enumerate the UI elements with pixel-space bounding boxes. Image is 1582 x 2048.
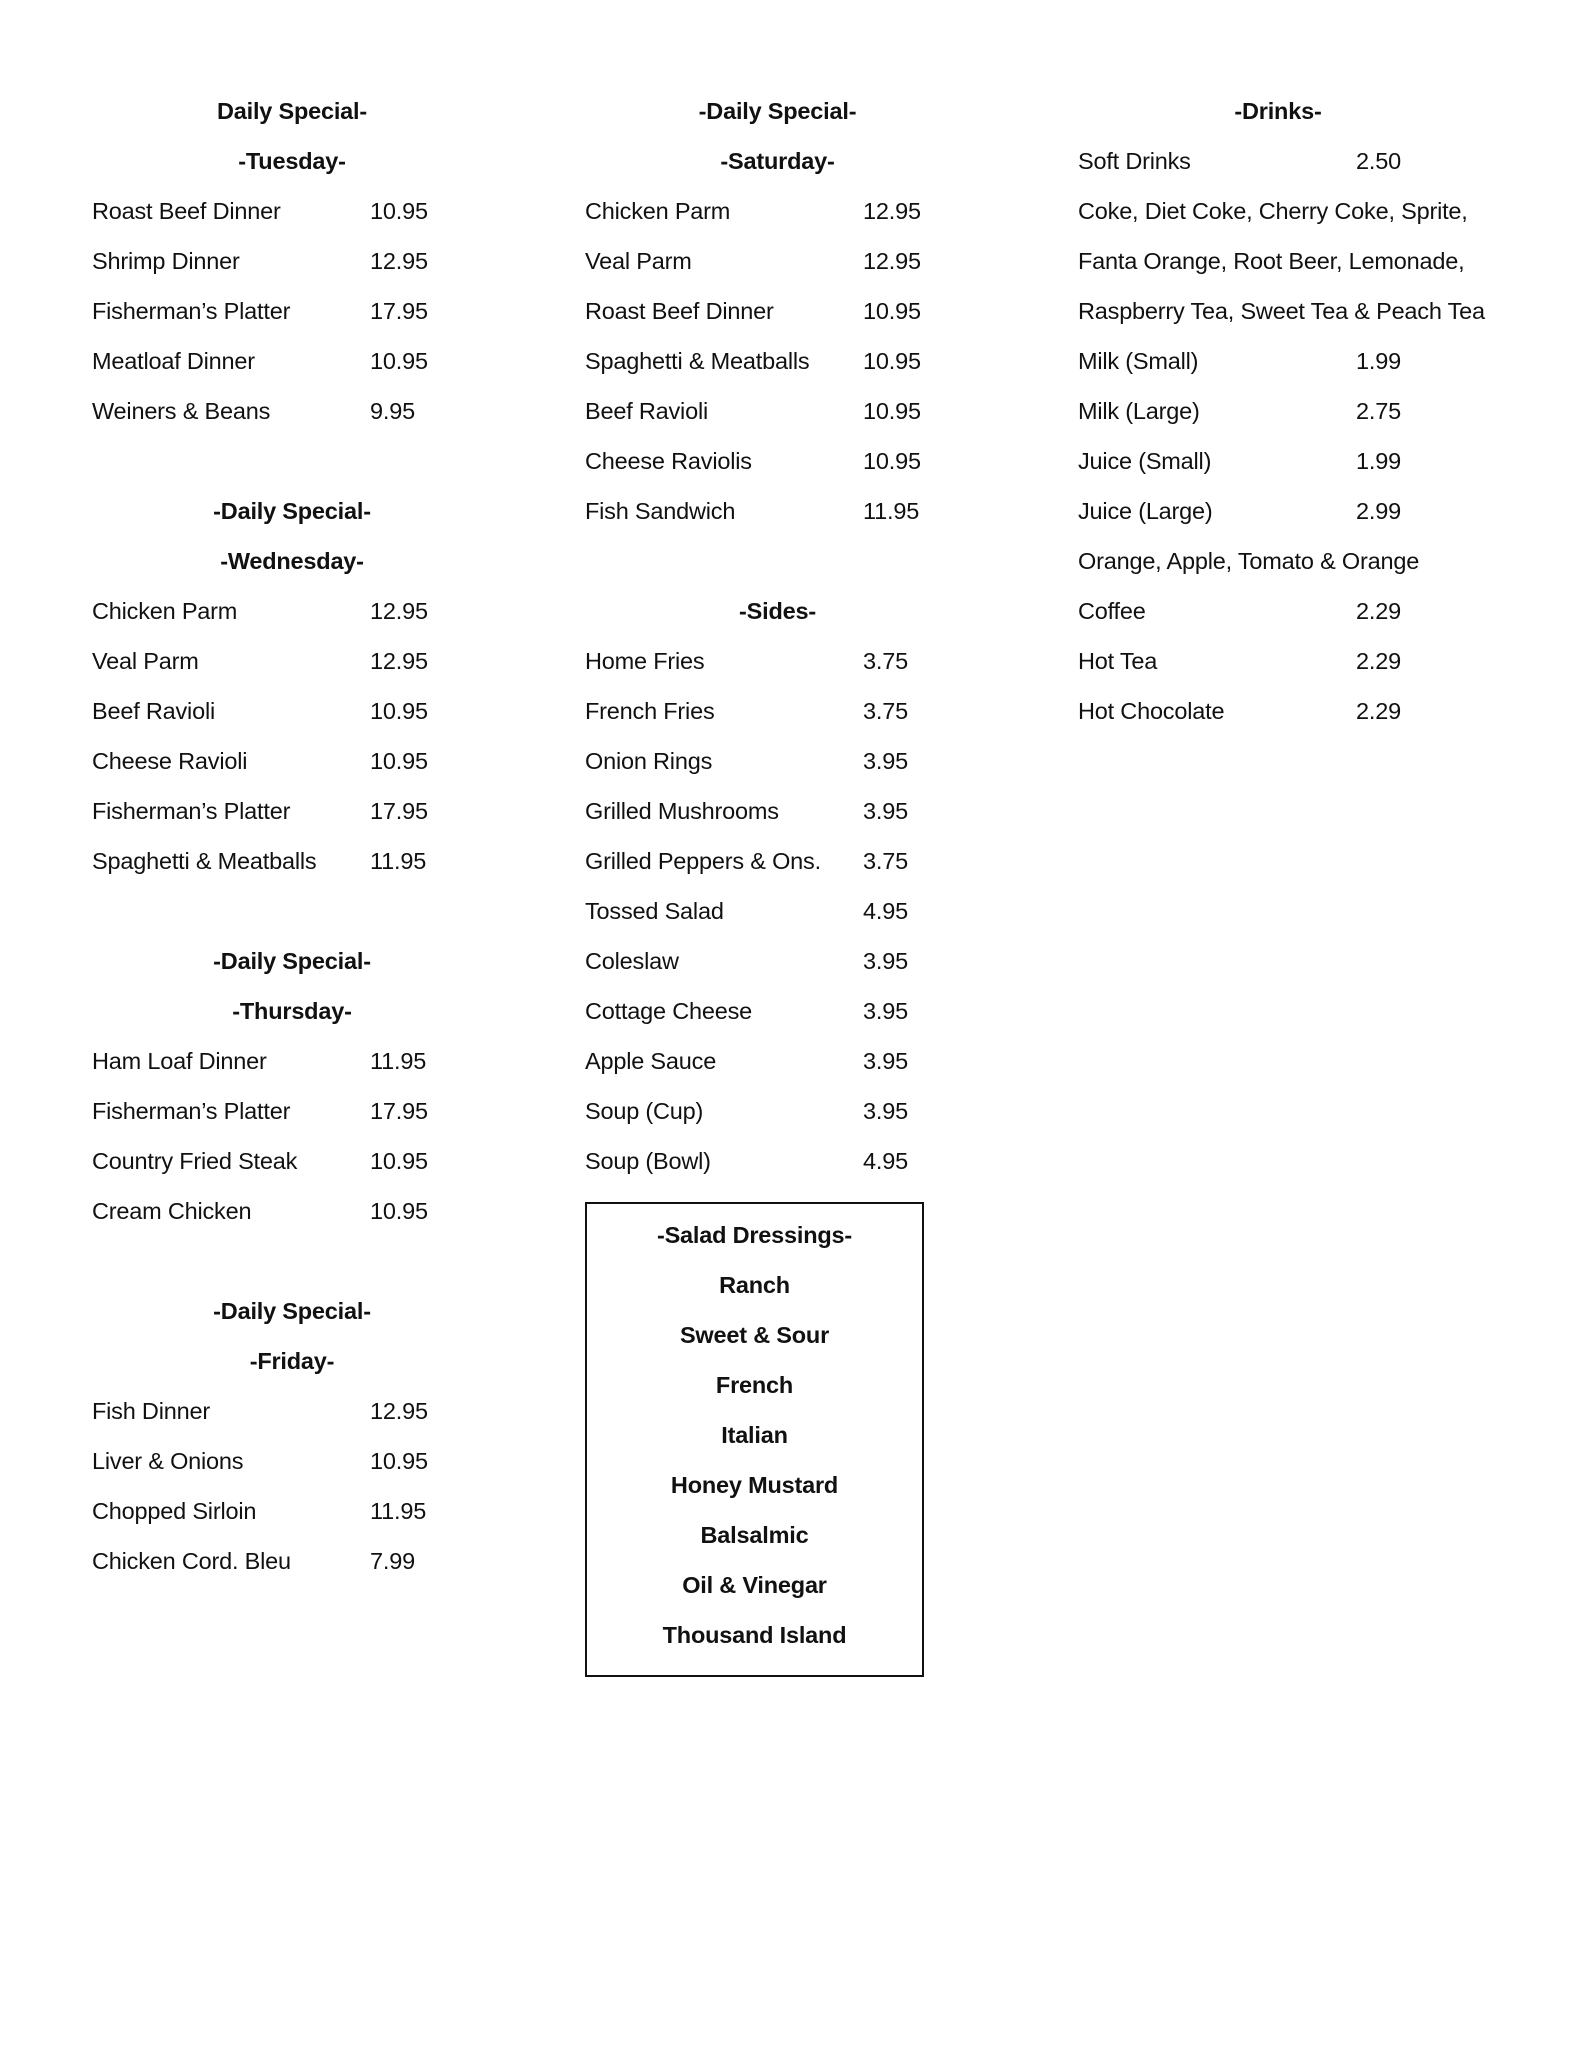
section-title: Daily Special- <box>216 98 368 124</box>
item-price: 3.95 <box>863 948 908 974</box>
menu-item <box>585 886 930 936</box>
menu-item <box>585 686 930 736</box>
item-name: Cheese Raviolis <box>585 448 752 474</box>
item-price: 7.99 <box>370 1548 415 1574</box>
friday-section <box>92 1286 522 1586</box>
menu-item <box>92 636 522 686</box>
item-name: Soft Drinks <box>1078 148 1191 174</box>
item-name: Milk (Small) <box>1078 348 1199 374</box>
wednesday-section <box>92 486 522 886</box>
item-name: Meatloaf Dinner <box>92 348 255 374</box>
section-day: -Friday- <box>249 1348 335 1374</box>
sides-section <box>585 586 930 1186</box>
menu-item <box>1078 586 1498 636</box>
column-middle <box>585 86 930 1677</box>
item-name: French Fries <box>585 698 715 724</box>
menu-item <box>92 386 522 436</box>
item-name: Chopped Sirloin <box>92 1498 257 1524</box>
dressing-item: Sweet & Sour <box>679 1322 830 1348</box>
item-price: 10.95 <box>863 298 921 324</box>
item-price: 10.95 <box>863 348 921 374</box>
menu-item <box>585 436 930 486</box>
flavor-line: Coke, Diet Coke, Cherry Coke, Sprite, <box>1078 198 1468 224</box>
menu-item <box>92 836 522 886</box>
menu-item <box>92 1136 522 1186</box>
item-name: Home Fries <box>585 648 705 674</box>
menu-item <box>92 1086 522 1136</box>
item-price: 10.95 <box>370 1148 428 1174</box>
menu-item <box>585 1086 930 1136</box>
menu-item <box>92 336 522 386</box>
dressing-item: Thousand Island <box>662 1622 847 1648</box>
item-price: 4.95 <box>863 898 908 924</box>
menu-item <box>92 1436 522 1486</box>
item-name: Weiners & Beans <box>92 398 271 424</box>
item-price: 3.95 <box>863 748 908 774</box>
item-price: 17.95 <box>370 798 428 824</box>
item-name: Cheese Ravioli <box>92 748 248 774</box>
menu-item <box>92 1486 522 1536</box>
dressing-item: Honey Mustard <box>670 1472 839 1498</box>
menu-item <box>1078 136 1498 186</box>
menu-item <box>585 836 930 886</box>
flavor-line: Raspberry Tea, Sweet Tea & Peach Tea <box>1078 298 1485 324</box>
item-name: Chicken Cord. Bleu <box>92 1548 291 1574</box>
item-name: Grilled Peppers & Ons. <box>585 848 821 874</box>
item-name: Tossed Salad <box>585 898 724 924</box>
item-name: Onion Rings <box>585 748 713 774</box>
item-price: 2.29 <box>1356 698 1401 724</box>
dressing-item: Ranch <box>719 1272 790 1298</box>
menu-item <box>1078 336 1498 386</box>
menu-item <box>92 786 522 836</box>
item-name: Coleslaw <box>585 948 679 974</box>
item-price: 3.75 <box>863 698 908 724</box>
item-price: 11.95 <box>370 1048 427 1074</box>
menu-item <box>92 686 522 736</box>
menu-item <box>585 236 930 286</box>
menu-item <box>92 736 522 786</box>
menu-item <box>585 336 930 386</box>
item-price: 17.95 <box>370 1098 428 1124</box>
section-title: -Daily Special- <box>213 1298 371 1324</box>
item-price: 3.75 <box>863 848 908 874</box>
item-price: 12.95 <box>370 248 428 274</box>
menu-item <box>585 736 930 786</box>
menu-item <box>585 486 930 536</box>
column-right <box>1078 86 1498 736</box>
item-price: 2.99 <box>1356 498 1401 524</box>
item-price: 3.95 <box>863 798 908 824</box>
menu-item <box>92 1186 522 1236</box>
menu-item <box>1078 686 1498 736</box>
menu-item <box>92 286 522 336</box>
item-name: Cottage Cheese <box>585 998 753 1024</box>
item-name: Roast Beef Dinner <box>585 298 774 324</box>
item-price: 1.99 <box>1356 348 1401 374</box>
menu-item <box>1078 436 1498 486</box>
item-name: Hot Chocolate <box>1078 698 1225 724</box>
menu-item <box>585 286 930 336</box>
flavor-line: Orange, Apple, Tomato & Orange <box>1078 548 1420 574</box>
spacer <box>92 886 522 936</box>
section-title: -Daily Special- <box>213 498 371 524</box>
section-title: -Daily Special- <box>213 948 371 974</box>
item-price: 12.95 <box>370 1398 428 1424</box>
dressing-item: Balsalmic <box>700 1522 809 1548</box>
item-price: 12.95 <box>370 598 428 624</box>
salad-dressings-box <box>585 1202 924 1677</box>
item-name: Juice (Large) <box>1078 498 1213 524</box>
item-price: 12.95 <box>370 648 428 674</box>
item-name: Hot Tea <box>1078 648 1158 674</box>
menu-item <box>585 636 930 686</box>
menu-item <box>92 236 522 286</box>
item-name: Fish Sandwich <box>585 498 736 524</box>
item-name: Fisherman’s Platter <box>92 1098 291 1124</box>
item-name: Ham Loaf Dinner <box>92 1048 267 1074</box>
item-name: Veal Parm <box>585 248 692 274</box>
item-name: Chicken Parm <box>585 198 731 224</box>
item-price: 11.95 <box>863 498 920 524</box>
item-price: 10.95 <box>370 748 428 774</box>
item-price: 10.95 <box>370 348 428 374</box>
tuesday-section <box>92 86 522 436</box>
item-name: Fisherman’s Platter <box>92 798 291 824</box>
item-name: Fisherman’s Platter <box>92 298 291 324</box>
menu-item <box>585 1036 930 1086</box>
item-name: Shrimp Dinner <box>92 248 240 274</box>
item-price: 4.95 <box>863 1148 908 1174</box>
item-name: Veal Parm <box>92 648 199 674</box>
section-day: -Thursday- <box>232 998 352 1024</box>
item-price: 12.95 <box>863 198 921 224</box>
section-day: -Wednesday- <box>220 548 364 574</box>
item-name: Soup (Cup) <box>585 1098 704 1124</box>
section-title: -Daily Special- <box>698 98 857 124</box>
item-price: 10.95 <box>370 198 428 224</box>
item-name: Spaghetti & Meatballs <box>92 848 317 874</box>
menu-item <box>92 1386 522 1436</box>
item-price: 3.75 <box>863 648 908 674</box>
menu-item <box>585 1136 930 1186</box>
dressing-item: Italian <box>721 1422 788 1448</box>
spacer <box>92 1236 522 1286</box>
item-name: Milk (Large) <box>1078 398 1200 424</box>
item-price: 10.95 <box>370 1448 428 1474</box>
item-price: 2.29 <box>1356 598 1401 624</box>
menu-item <box>92 186 522 236</box>
section-day: -Tuesday- <box>238 148 346 174</box>
menu-item <box>92 1036 522 1086</box>
flavor-line: Fanta Orange, Root Beer, Lemonade, <box>1078 248 1465 274</box>
item-name: Apple Sauce <box>585 1048 717 1074</box>
item-name: Grilled Mushrooms <box>585 798 779 824</box>
item-name: Liver & Onions <box>92 1448 244 1474</box>
item-price: 10.95 <box>863 448 921 474</box>
item-name: Beef Ravioli <box>585 398 708 424</box>
menu-item <box>1078 386 1498 436</box>
dressing-item: Oil & Vinegar <box>682 1572 827 1598</box>
item-name: Coffee <box>1078 598 1146 624</box>
menu-item <box>585 786 930 836</box>
saturday-section <box>585 86 930 536</box>
dressing-item: French <box>715 1372 794 1398</box>
item-price: 3.95 <box>863 998 908 1024</box>
section-day: -Saturday- <box>720 148 835 174</box>
column-left <box>92 86 522 1586</box>
menu-item <box>585 386 930 436</box>
item-price: 2.75 <box>1356 398 1401 424</box>
item-price: 11.95 <box>370 1498 427 1524</box>
item-price: 2.50 <box>1356 148 1401 174</box>
section-title: -Drinks- <box>1234 98 1322 124</box>
menu-item <box>1078 636 1498 686</box>
item-price: 3.95 <box>863 1098 908 1124</box>
spacer <box>585 536 930 586</box>
item-name: Country Fried Steak <box>92 1148 298 1174</box>
item-name: Cream Chicken <box>92 1198 252 1224</box>
item-price: 1.99 <box>1356 448 1401 474</box>
item-name: Chicken Parm <box>92 598 238 624</box>
menu-item <box>585 986 930 1036</box>
thursday-section <box>92 936 522 1236</box>
item-name: Roast Beef Dinner <box>92 198 281 224</box>
item-price: 2.29 <box>1356 648 1401 674</box>
menu-item <box>92 1536 522 1586</box>
section-title: -Sides- <box>739 598 816 624</box>
item-name: Fish Dinner <box>92 1398 210 1424</box>
item-price: 3.95 <box>863 1048 908 1074</box>
item-name: Beef Ravioli <box>92 698 215 724</box>
item-price: 9.95 <box>370 398 415 424</box>
item-name: Juice (Small) <box>1078 448 1212 474</box>
item-name: Soup (Bowl) <box>585 1148 711 1174</box>
item-price: 10.95 <box>370 698 428 724</box>
item-price: 17.95 <box>370 298 428 324</box>
spacer <box>92 436 522 486</box>
menu-item <box>585 186 930 236</box>
section-title: -Salad Dressings- <box>656 1222 853 1248</box>
drinks-section <box>1078 86 1498 736</box>
item-price: 10.95 <box>370 1198 428 1224</box>
menu-item <box>92 586 522 636</box>
item-name: Spaghetti & Meatballs <box>585 348 810 374</box>
item-price: 12.95 <box>863 248 921 274</box>
item-price: 10.95 <box>863 398 921 424</box>
menu-item <box>1078 486 1498 536</box>
menu-item <box>585 936 930 986</box>
item-price: 11.95 <box>370 848 427 874</box>
